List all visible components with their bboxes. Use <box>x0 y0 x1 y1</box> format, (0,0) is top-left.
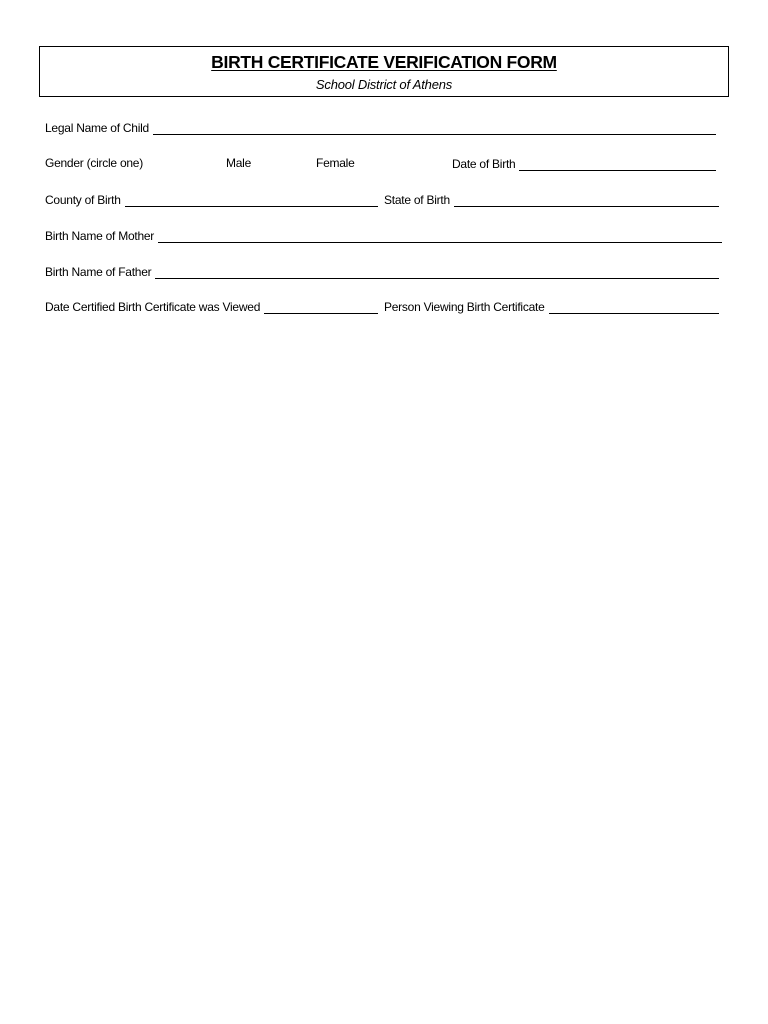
legal-name-label: Legal Name of Child <box>45 121 149 135</box>
mother-name-row <box>45 227 721 245</box>
birthplace-row <box>45 191 721 209</box>
person-viewing-label: Person Viewing Birth Certificate <box>384 300 545 314</box>
state-of-birth-field[interactable] <box>384 191 719 209</box>
father-birth-name-field[interactable] <box>45 263 719 281</box>
date-of-birth-line[interactable] <box>519 158 716 171</box>
father-birth-name-label: Birth Name of Father <box>45 265 152 279</box>
form-title: BIRTH CERTIFICATE VERIFICATION FORM <box>211 52 557 72</box>
mother-birth-name-line[interactable] <box>158 230 722 243</box>
form-header <box>39 46 729 97</box>
gender-label: Gender (circle one) <box>45 156 143 170</box>
father-name-row <box>45 263 721 281</box>
legal-name-row <box>45 119 721 137</box>
father-birth-name-line[interactable] <box>155 266 719 279</box>
gender-option-male[interactable]: Male <box>226 156 252 170</box>
date-viewed-label: Date Certified Birth Certificate was Viewed <box>45 300 261 314</box>
date-viewed-field[interactable] <box>45 298 378 316</box>
person-viewing-line[interactable] <box>549 301 719 314</box>
county-of-birth-label: County of Birth <box>45 193 121 207</box>
gender-row <box>45 155 721 173</box>
legal-name-line[interactable] <box>153 122 716 135</box>
state-of-birth-label: State of Birth <box>384 193 450 207</box>
state-of-birth-line[interactable] <box>454 194 719 207</box>
mother-birth-name-label: Birth Name of Mother <box>45 229 155 243</box>
verification-row <box>45 298 721 316</box>
county-of-birth-field[interactable] <box>45 191 378 209</box>
mother-birth-name-field[interactable] <box>45 227 722 245</box>
date-viewed-line[interactable] <box>264 301 378 314</box>
gender-option-female[interactable]: Female <box>316 156 355 170</box>
date-of-birth-label: Date of Birth <box>452 157 516 171</box>
county-of-birth-line[interactable] <box>125 194 378 207</box>
form-subtitle: School District of Athens <box>315 77 453 92</box>
legal-name-field[interactable] <box>45 119 716 137</box>
person-viewing-field[interactable] <box>384 298 719 316</box>
date-of-birth-field[interactable] <box>452 155 716 173</box>
